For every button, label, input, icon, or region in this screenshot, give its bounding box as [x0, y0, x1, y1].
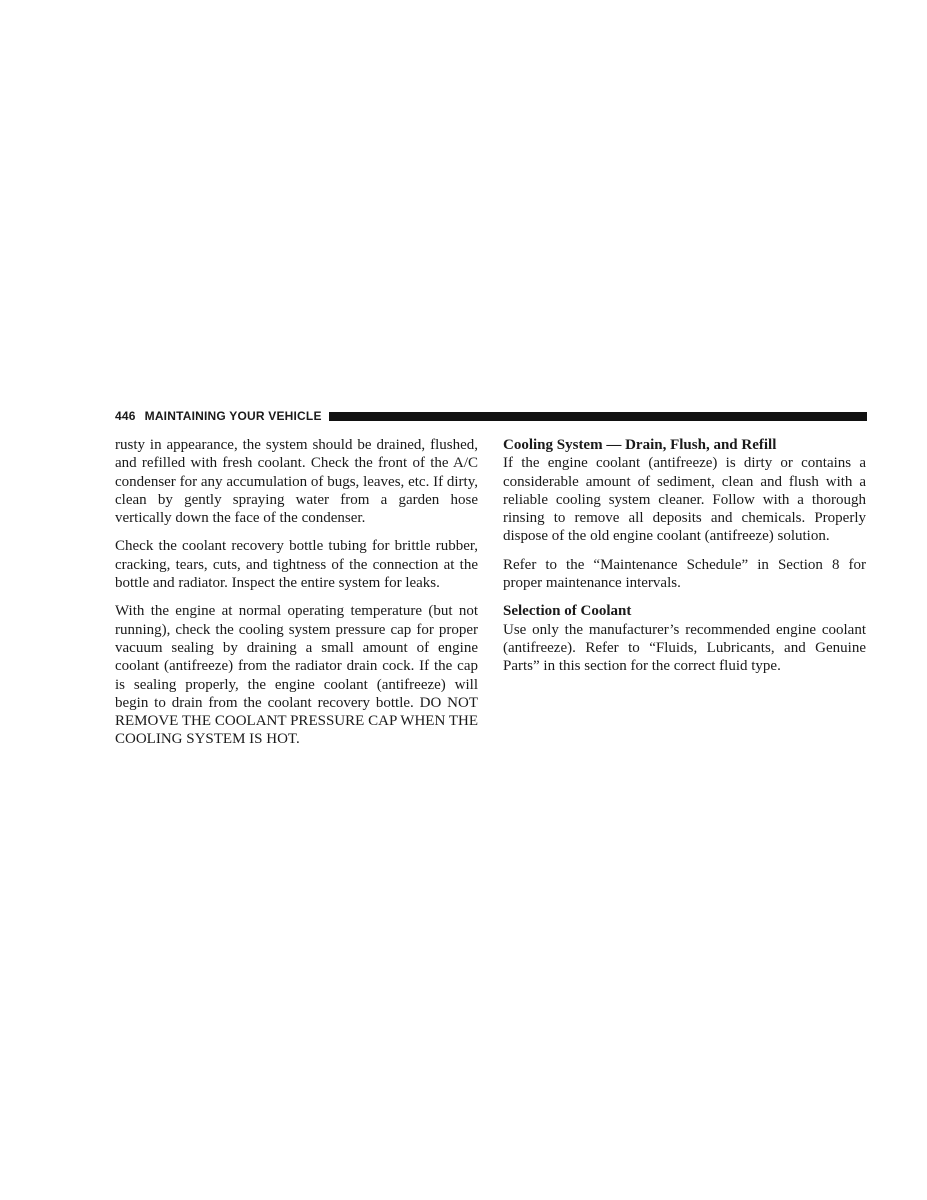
paragraph-pressure-cap: With the engine at normal operating temperature (but not running), check the cooling system pressure cap for proper vacuum sealing by draining a small amount of engine coolant (antifreeze) from the radiator drain cock. If the cap is sealing properly, the engine coolant (antifreeze) will begin to drain from the coolant recovery bottle. DO NOT REMOVE THE COOLANT PRESSURE CAP WHEN THE COOLING SYSTEM IS HOT. — [115, 603, 478, 748]
heading-drain-flush-refill: Cooling System — Drain, Flush, and Refill — [503, 437, 777, 453]
paragraph-maintenance-schedule: Refer to the “Maintenance Schedule” in Section 8 for proper maintenance intervals. — [503, 556, 866, 592]
left-column — [115, 436, 478, 759]
heading-selection-of-coolant: Selection of Coolant — [503, 603, 632, 620]
right-column — [503, 436, 866, 686]
page-header — [115, 408, 867, 424]
page-number: 446 — [115, 409, 136, 423]
paragraph-drain-flush: If the engine coolant (antifreeze) is dirty or contains a considerable amount of sediment, clean and flush with a reliable cooling system cleaner. Follow with a thorough rinsing to remove all deposits and chemicals. Properly dispose of the old engine coolant (antifreeze) solution. — [503, 455, 866, 545]
header-rule — [329, 412, 867, 421]
section-title: MAINTAINING YOUR VEHICLE — [144, 409, 322, 423]
paragraph-recovery-bottle: Check the coolant recovery bottle tubing for brittle rubber, cracking, tears, cuts, and tightness of the connection at the bottle and radiator. Inspect the entire system for leaks. — [115, 538, 478, 592]
paragraph-drain-refill: rusty in appearance, the system should be drained, flushed, and refilled with fresh coolant. Check the front of the A/C condenser for any accumulation of bugs, leaves, etc. If dirty, clean by gently spraying water from a garden hose vertically down the face of the condenser. — [115, 437, 478, 527]
paragraph-coolant-selection: Use only the manufacturer’s recommended engine coolant (antifreeze). Refer to “Fluids, Lubricants, and Genuine Parts” in this section for the correct fluid type. — [503, 621, 866, 675]
